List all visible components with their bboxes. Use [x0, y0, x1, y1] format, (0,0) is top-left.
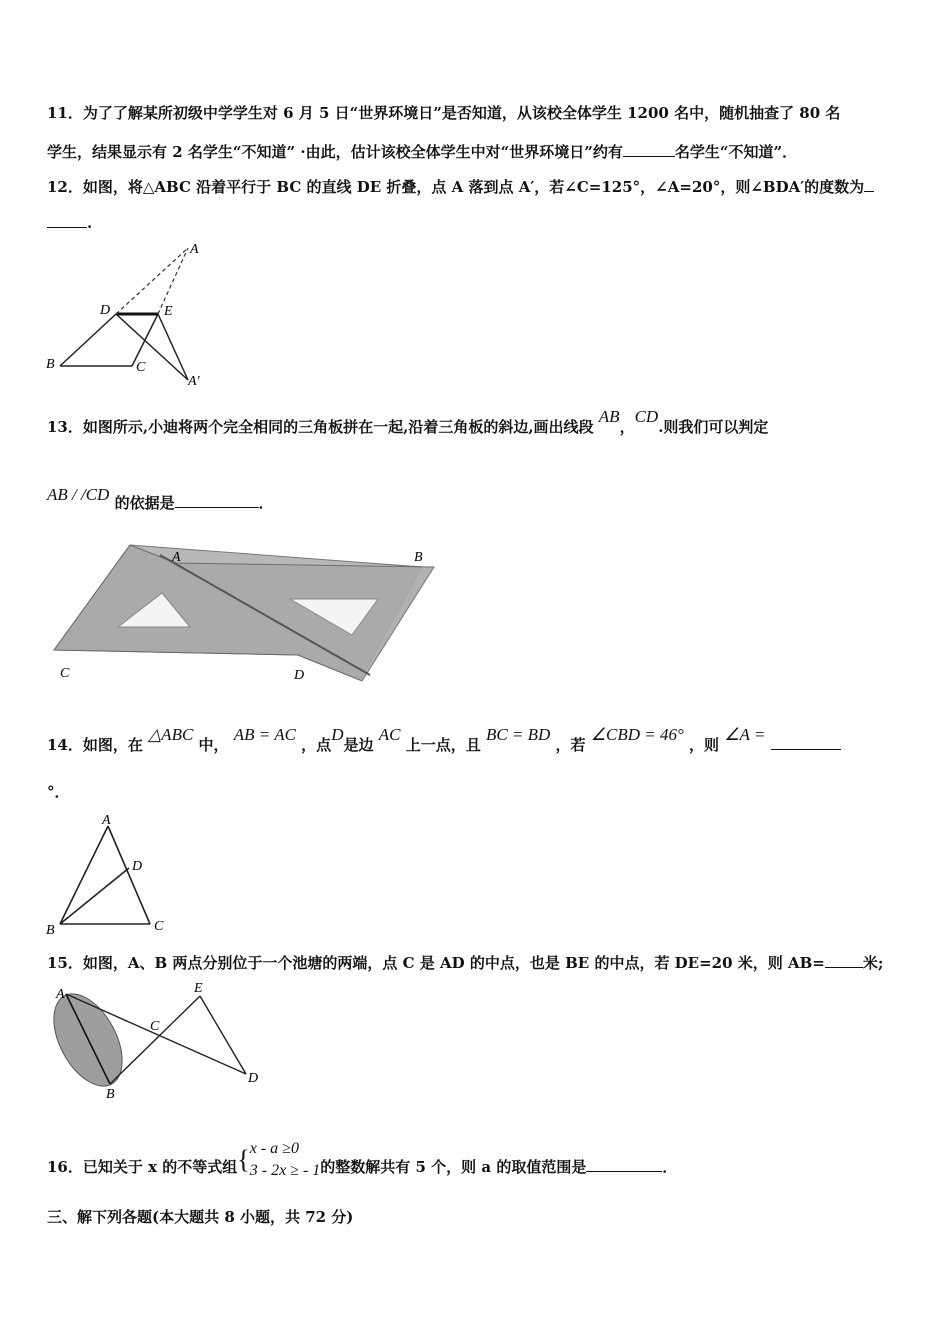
q14-edge-AB: [60, 826, 108, 924]
q13-text2: .则我们可以判定: [658, 418, 769, 436]
q13-period: ．: [258, 494, 274, 512]
q14-m5: BC = BD: [485, 725, 551, 744]
q12-label-D: D: [100, 303, 111, 318]
q15-text2: 米;: [862, 954, 884, 972]
q12-label-A: A: [190, 242, 199, 257]
q14-edge-BD: [60, 868, 129, 924]
q12-edge-EA2: [158, 314, 188, 380]
q14-t2: 中，: [198, 736, 229, 754]
q13-line1: [47, 407, 769, 437]
q14-t3: ，点: [301, 736, 332, 754]
q14-label-D: D: [132, 859, 143, 874]
q13-text3: 的依据是: [114, 494, 175, 512]
q14-m6: ∠CBD = 46°: [590, 725, 684, 744]
q14-m7: ∠A =: [724, 725, 766, 744]
q13-figure: [40, 535, 450, 685]
q15-edge-ED: [200, 996, 246, 1074]
q14-label-C: C: [154, 919, 164, 934]
q13-label-D: D: [294, 668, 305, 683]
q13-label-A: A: [172, 550, 181, 565]
q11-line2: [47, 141, 797, 162]
q12-line1: [47, 176, 874, 197]
q13-label-C: C: [60, 666, 70, 681]
q15-label-C: C: [150, 1019, 160, 1034]
q11-line2c: 名学生“不知道”．: [674, 143, 798, 161]
q12-answer-blank[interactable]: [47, 213, 87, 228]
q11-line2a: 学生，结果显示有 2 名学生“不知道”: [47, 143, 296, 161]
q11-line1: 11．为了了解某所初级中学学生对 6 月 5 日“世界环境日”是否知道，从该校全体学生 1200 名中，随机抽查了 80 名: [47, 104, 841, 122]
q14-figure: [40, 812, 180, 937]
q14-label-A: A: [102, 813, 111, 828]
q14-t7: ，则: [689, 736, 720, 754]
q15-label-B: B: [106, 1087, 115, 1102]
q12-answer-blank-start[interactable]: [864, 177, 874, 192]
q12-line2: [47, 213, 92, 232]
q14-t6: ，若: [555, 736, 586, 754]
q15-label-A: A: [56, 987, 65, 1002]
q16-ineq1: x - a ≥0: [249, 1140, 299, 1157]
q16-line1: [47, 1140, 678, 1190]
q12-period: .: [87, 214, 93, 232]
q14-line1: [47, 725, 841, 755]
q16-t3: ．: [662, 1158, 678, 1176]
q12-dashed-EA: [158, 248, 188, 314]
q14-m1: △ABC: [148, 725, 194, 744]
q12-text: 12．如图，将△ABC 沿着平行于 BC 的直线 DE 折叠，点 A 落到点 A′，若∠C=125°，∠A=20°，则∠BDA′的度数为: [47, 178, 865, 196]
q16-brace: {: [237, 1145, 250, 1174]
q14-t5: 上一点，且: [405, 736, 481, 754]
q14-label-B: B: [46, 923, 55, 937]
q15-label-E: E: [194, 981, 203, 996]
q15-text1: 15．如图，A、B 两点分别位于一个池塘的两端，点 C 是 AD 的中点，也是 BE 的中点，若 DE=20 米，则 AB=: [47, 954, 825, 972]
q14-t1: 14．如图，在: [47, 736, 143, 754]
q16-t1: 16．已知关于 x 的不等式组: [47, 1158, 238, 1176]
q14-answer-blank[interactable]: [771, 735, 841, 750]
q14-line2: °．: [47, 783, 70, 801]
q15-edge-BE: [110, 996, 200, 1084]
q16-t2: 的整数解共有 5 个，则 a 的取值范围是: [320, 1158, 587, 1176]
q14-edge-AC: [108, 826, 150, 924]
q15-line1: [47, 952, 883, 973]
q13-math-AB: AB: [598, 407, 620, 426]
q12-label-B: B: [46, 357, 55, 372]
q12-dashed-DA: [116, 248, 188, 314]
q16-answer-blank[interactable]: [586, 1157, 662, 1172]
q14-m3: D: [331, 725, 344, 744]
section3-title: 三、解下列各题(本大题共 8 小题，共 72 分): [47, 1208, 354, 1226]
q16-ineq2: 3 - 2x ≥ - 1: [249, 1162, 321, 1179]
q15-answer-blank[interactable]: [825, 953, 863, 968]
q11-answer-blank[interactable]: [623, 142, 675, 157]
q12-figure: [40, 238, 220, 393]
q11-line2b: ·由此，估计该校全体学生中对“世界环境日”约有: [300, 143, 623, 161]
q12-label-A-prime: A′: [188, 374, 200, 389]
q12-label-C: C: [136, 360, 146, 375]
q15-label-D: D: [248, 1071, 259, 1086]
q13-comma: ，: [619, 418, 635, 436]
q13-math-parallel: AB / /CD: [47, 485, 110, 504]
q16-system: [250, 1138, 321, 1182]
q14-m2: AB = AC: [233, 725, 296, 744]
q12-edge-DA2: [116, 314, 188, 380]
q13-math-CD: CD: [634, 407, 659, 426]
q13-label-B: B: [414, 550, 423, 565]
q13-text1: 13．如图所示,小迪将两个完全相同的三角板拼在一起,沿着三角板的斜边,画出线段: [47, 418, 594, 436]
q14-m4: AC: [378, 725, 401, 744]
q15-figure: [40, 978, 270, 1103]
q12-edge-BD: [60, 314, 116, 366]
q14-t4: 是边: [343, 736, 374, 754]
q13-line2: [47, 485, 274, 513]
q12-label-E: E: [164, 304, 173, 319]
q13-answer-blank[interactable]: [175, 493, 259, 508]
